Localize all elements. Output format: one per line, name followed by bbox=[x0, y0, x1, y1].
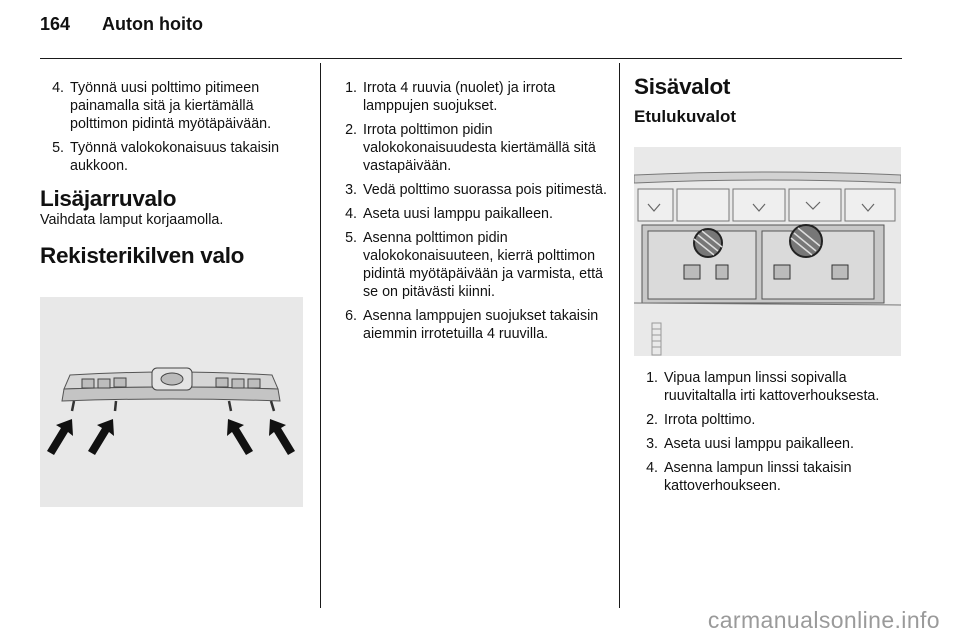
bulb-steps-continued bbox=[40, 79, 305, 175]
heading-plate-light: Rekisterikilven valo bbox=[40, 243, 245, 268]
brake-light-text: Vaihdata lamput korjaamolla. bbox=[40, 212, 224, 228]
page-title: Auton hoito bbox=[102, 14, 203, 34]
list-item: 4. Työnnä uusi polttimo pitimeen painamalla sitä ja kiertämällä polttimon pidintä myötäpäivään. bbox=[52, 80, 272, 132]
column-3-steps bbox=[634, 369, 902, 501]
plate-light-illustration bbox=[40, 297, 303, 507]
list-item: 5. Työnnä valokokonaisuus takaisin aukkoon. bbox=[52, 140, 280, 174]
list-item: 1. Vipua lampun linssi sopivalla ruuvitaltalla irti kattoverhouksesta. bbox=[646, 370, 880, 404]
heading-brake-light: Lisäjarruvalo bbox=[40, 186, 177, 211]
heading-interior-lights: Sisävalot bbox=[634, 74, 731, 99]
page-number: 164 bbox=[40, 14, 71, 34]
column-divider-2 bbox=[619, 63, 620, 608]
plate-light-steps bbox=[333, 79, 608, 343]
subheading-front-reading-lights: Etulukuvalot bbox=[634, 107, 737, 126]
list-item: 4. Asenna lampun linssi takaisin kattoverhoukseen. bbox=[646, 460, 852, 494]
watermark: carmanualsonline.info bbox=[707, 607, 940, 633]
list-item: 2. Irrota polttimo. bbox=[646, 412, 756, 428]
list-item: 3. Aseta uusi lamppu paikalleen. bbox=[646, 436, 854, 452]
tailgate-screws-diagram bbox=[40, 297, 303, 507]
column-1 bbox=[40, 79, 305, 268]
page-header bbox=[40, 14, 203, 35]
reading-light-diagram bbox=[634, 147, 901, 356]
header-divider bbox=[40, 58, 902, 59]
list-item: 1. Irrota 4 ruuvia (nuolet) ja irrota lamppujen suojukset. bbox=[345, 80, 556, 114]
column-3 bbox=[634, 74, 902, 126]
reading-light-illustration bbox=[634, 147, 901, 356]
list-item: 6. Asenna lamppujen suojukset takaisin aiemmin irrotetuilla 4 ruuvilla. bbox=[345, 308, 599, 342]
list-item: 4. Aseta uusi lamppu paikalleen. bbox=[345, 206, 553, 222]
list-item: 5. Asenna polttimon pidin valokokonaisuuteen, kierrä polttimon pidintä myötäpäivään ja varmista, että se on pitävästi kiinni. bbox=[345, 230, 603, 300]
reading-light-steps bbox=[634, 369, 902, 495]
column-2 bbox=[333, 79, 608, 349]
list-item: 3. Vedä polttimo suorassa pois pitimestä. bbox=[345, 182, 607, 198]
list-item: 2. Irrota polttimon pidin valokokonaisuudesta kiertämällä sitä vastapäivään. bbox=[345, 122, 596, 174]
column-divider-1 bbox=[320, 63, 321, 608]
